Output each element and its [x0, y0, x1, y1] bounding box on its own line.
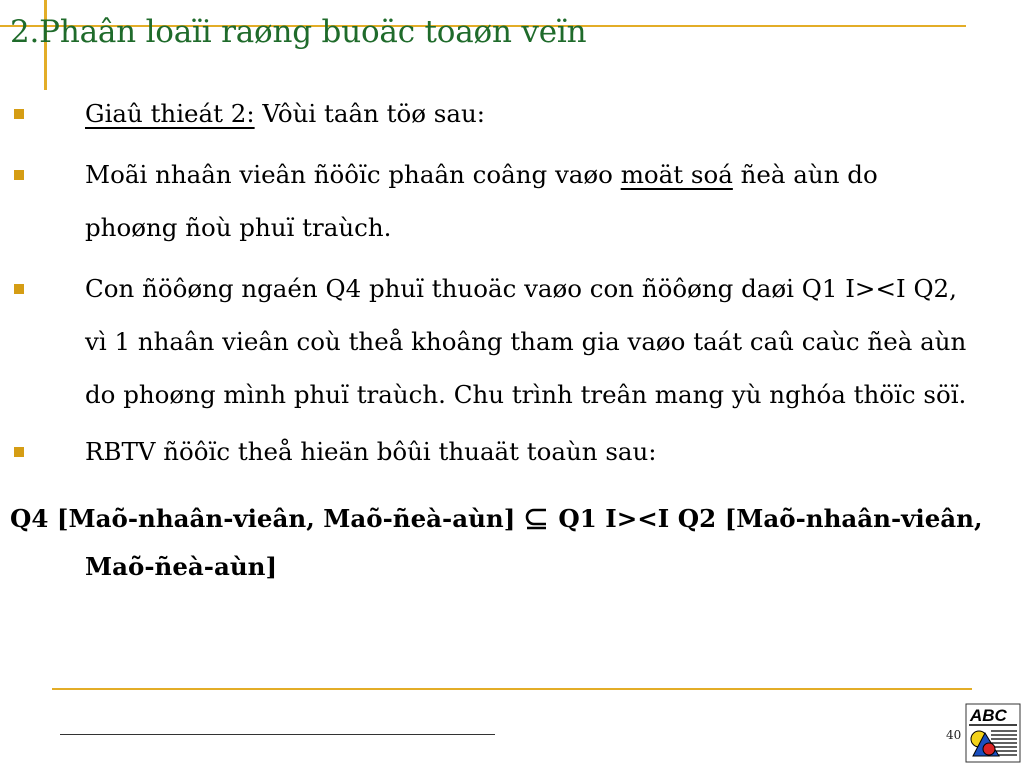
text-run: ñeà aùn do [732, 160, 878, 189]
formula-left: Q4 [Maõ-nhaân-vieân, Maõ-ñeà-aùn] [10, 504, 524, 533]
bullet-text [85, 262, 1013, 421]
bullet-line [85, 425, 1013, 478]
text-run: Con ñöôøng ngaén Q4 phuï thuoäc vaøo con ñöôøng daøi Q1 I><I Q2, [85, 274, 957, 303]
bullet-line [85, 148, 1013, 201]
square-bullet-icon [14, 109, 24, 119]
bullet-text [85, 425, 1013, 478]
formula [10, 495, 1015, 591]
decorative-bottom-line [52, 688, 972, 690]
text-run: phoøng ñoù phuï traùch. [85, 213, 392, 242]
square-bullet-icon [14, 170, 24, 180]
bullet-line [85, 201, 1013, 254]
bullet-line [85, 315, 1013, 368]
footer-rule [60, 734, 495, 735]
formula-right: Q1 I><I Q2 [Maõ-nhaân-vieân, [549, 504, 983, 533]
square-bullet-icon [14, 284, 24, 294]
logo-text: ABC [970, 706, 1007, 725]
underlined-text: Giaû thieát 2: [85, 99, 255, 128]
underlined-text: moät soá [620, 160, 733, 189]
bullet-line [85, 262, 1013, 315]
bullet-line [85, 87, 1013, 140]
bullet-line [85, 368, 1013, 421]
text-run: Moãi nhaân vieân ñöôïc phaân coâng vaøo [85, 160, 621, 189]
abc-logo [965, 703, 1021, 763]
page-number: 40 [946, 728, 962, 742]
bullet-text [85, 87, 1013, 140]
text-run: vì 1 nhaân vieân coù theå khoâng tham gia vaøo taát caû caùc ñeà aùn [85, 327, 967, 356]
text-run: do phoøng mình phuï traùch. Chu trình treân mang yù nghóa thöïc söï. [85, 380, 967, 409]
slide-title: 2.Phaân loaïi raøng buoäc toaøn veïn [10, 14, 587, 50]
formula-line-2: Maõ-ñeà-aùn] [85, 552, 278, 581]
subset-or-equal-icon [524, 508, 550, 530]
square-bullet-icon [14, 447, 24, 457]
text-run: Vôùi taân töø sau: [254, 99, 485, 128]
text-run: RBTV ñöôïc theå hieän bôûi thuaät toaùn sau: [85, 437, 657, 466]
bullet-text [85, 148, 1013, 254]
